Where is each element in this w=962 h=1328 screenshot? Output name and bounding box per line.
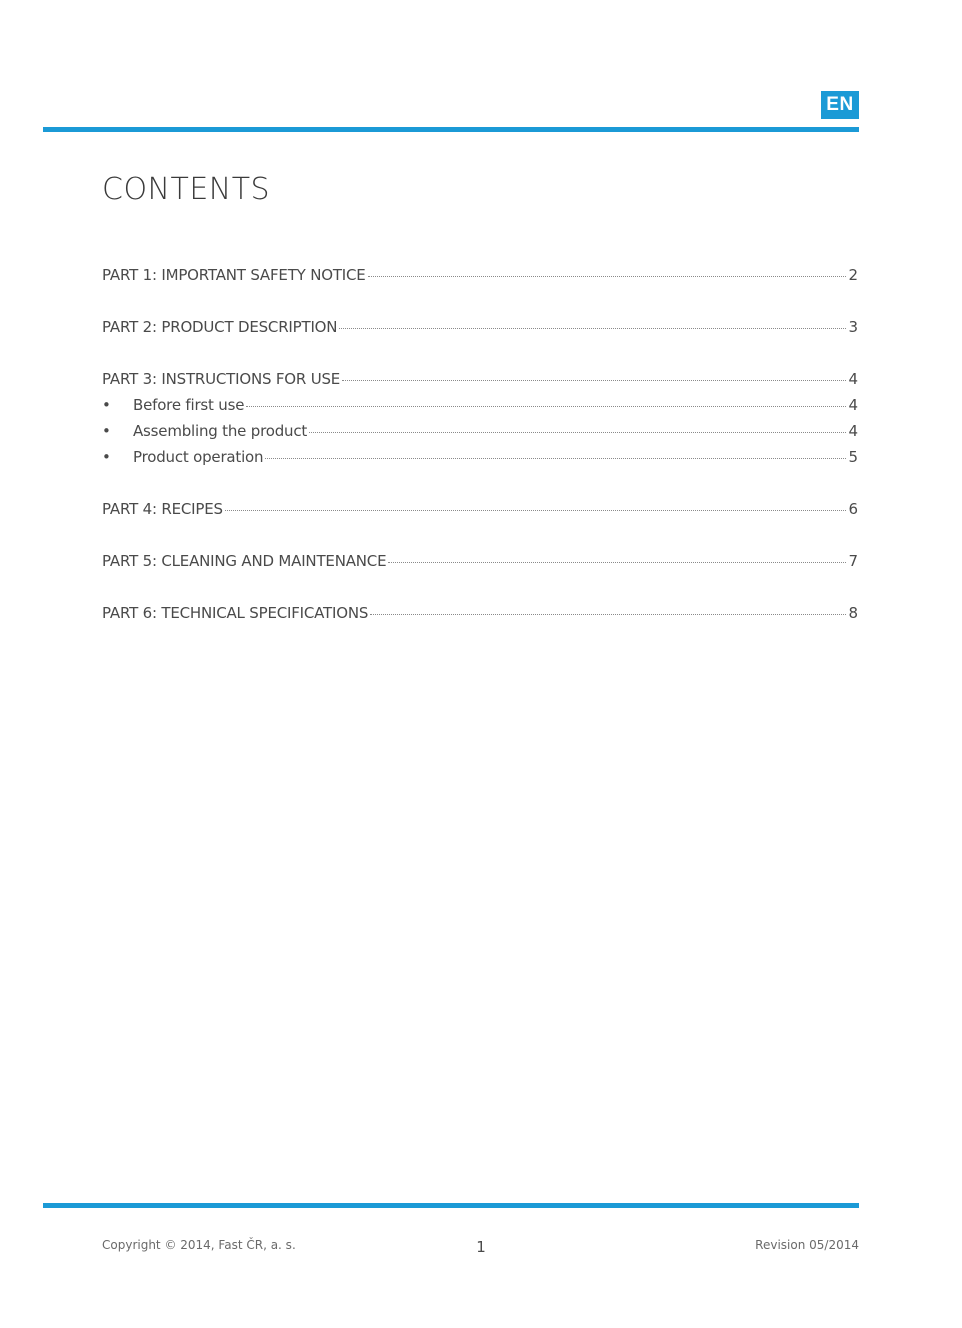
bullet-icon: • <box>102 448 111 466</box>
page-title: CONTENTS <box>102 172 271 207</box>
bullet-icon: • <box>102 396 111 414</box>
toc-entry-part-5[interactable] <box>102 550 858 576</box>
footer-copyright: Copyright © 2014, Fast ČR, a. s. <box>102 1238 296 1252</box>
toc-entry-label: PART 5: CLEANING AND MAINTENANCE <box>102 552 387 570</box>
toc-entry-before-first-use[interactable] <box>102 394 858 420</box>
toc-entry-part-3[interactable] <box>102 368 858 394</box>
toc-entry-page: 7 <box>848 552 858 570</box>
toc-entry-label: PART 2: PRODUCT DESCRIPTION <box>102 318 338 336</box>
toc-entry-page: 8 <box>848 604 858 622</box>
toc-entry-label: Before first use <box>133 396 245 414</box>
dot-leader <box>246 406 846 407</box>
dot-leader <box>265 458 846 459</box>
toc-entry-page: 2 <box>848 266 858 284</box>
toc-entry-label: PART 6: TECHNICAL SPECIFICATIONS <box>102 604 369 622</box>
dot-leader <box>342 380 846 381</box>
toc-entry-label: Assembling the product <box>133 422 308 440</box>
table-of-contents <box>102 264 858 628</box>
dot-leader <box>225 510 847 511</box>
toc-entry-label: Product operation <box>133 448 264 466</box>
toc-entry-label: PART 1: IMPORTANT SAFETY NOTICE <box>102 266 366 284</box>
dot-leader <box>388 562 846 563</box>
dot-leader <box>339 328 846 329</box>
toc-entry-page: 6 <box>848 500 858 518</box>
footer-revision: Revision 05/2014 <box>755 1238 859 1252</box>
toc-entry-part-4[interactable] <box>102 498 858 524</box>
toc-entry-part-6[interactable] <box>102 602 858 628</box>
toc-entry-label: PART 3: INSTRUCTIONS FOR USE <box>102 370 341 388</box>
toc-entry-page: 5 <box>848 448 858 466</box>
toc-entry-part-2[interactable] <box>102 316 858 342</box>
toc-entry-label: PART 4: RECIPES <box>102 500 223 518</box>
toc-entry-page: 4 <box>848 422 858 440</box>
footer-divider <box>43 1203 859 1208</box>
toc-entry-page: 4 <box>848 370 858 388</box>
toc-entry-part-1[interactable] <box>102 264 858 290</box>
language-badge: EN <box>821 91 859 119</box>
footer-page-number: 1 <box>476 1238 486 1256</box>
toc-entry-product-operation[interactable] <box>102 446 858 472</box>
toc-entry-page: 3 <box>848 318 858 336</box>
toc-entry-page: 4 <box>848 396 858 414</box>
header-divider <box>43 127 859 132</box>
toc-entry-assembling[interactable] <box>102 420 858 446</box>
dot-leader <box>370 614 846 615</box>
bullet-icon: • <box>102 422 111 440</box>
dot-leader <box>368 276 847 277</box>
dot-leader <box>309 432 846 433</box>
